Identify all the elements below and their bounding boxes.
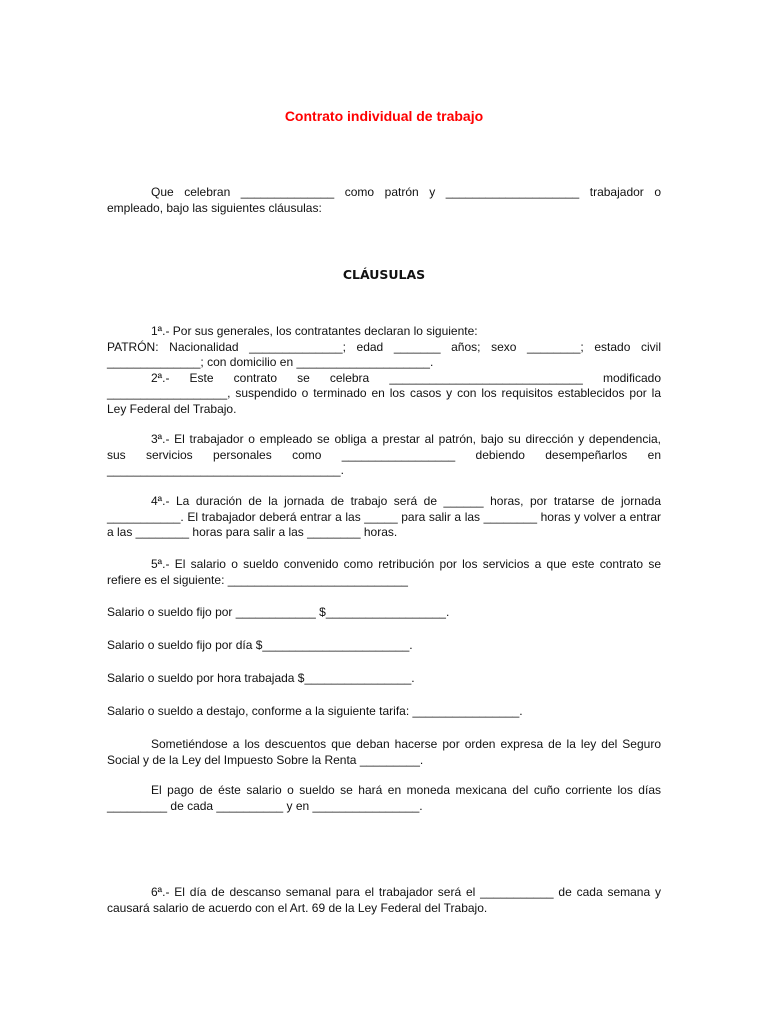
salary-piecework-line: Salario o sueldo a destajo, conforme a la siguiente tarifa: ________________.: [107, 704, 523, 718]
clause-2: 2ª.- Este contrato se celebra _____________________________ modificado __________________, suspendido o terminado en los casos y con los requisitos establecidos por la Ley Federal del Trabajo.: [107, 370, 661, 416]
clause-4: 4ª.- La duración de la jornada de trabajo será de ______ horas, por tratarse de jornada ___________. El trabajador deberá entrar a las _____ para salir a las ________ horas y volver a entrar a las ________ horas para salir a las ________ horas.: [107, 494, 661, 539]
clause-5: 5ª.- El salario o sueldo convenido como retribución por los servicios a que este contrato se refiere es el siguiente: ___________________________: [107, 557, 661, 587]
clause-3: 3ª.- El trabajador o empleado se obliga a prestar al patrón, bajo su dirección y dependencia, sus servicios personales como _________________ debiendo desempeñarlos en ___________________________________.: [107, 432, 661, 477]
payment-paragraph: El pago de éste salario o sueldo se hará en moneda mexicana del cuño corriente los días _________ de cada __________ y en ________________.: [107, 783, 661, 813]
clause-6: 6ª.- El día de descanso semanal para el trabajador será el ___________ de cada semana y causará salario de acuerdo con el Art. 69 de la Ley Federal del Trabajo.: [107, 885, 661, 915]
deductions-paragraph: Sometiéndose a los descuentos que deban hacerse por orden expresa de la ley del Seguro Social y de la Ley del Impuesto Sobre la Renta _________.: [107, 737, 661, 767]
salary-hourly-line: Salario o sueldo por hora trabajada $________________.: [107, 671, 415, 685]
document-title: Contrato individual de trabajo: [284, 108, 484, 124]
salary-daily-line: Salario o sueldo fijo por día $______________________.: [107, 638, 413, 652]
clause-1-intro: 1ª.- Por sus generales, los contratantes declaran lo siguiente:: [151, 324, 478, 338]
clause-1-patron: PATRÓN: Nacionalidad ______________; edad _______ años; sexo ________; estado civil ______________; con domicilio en ____________________.: [107, 339, 661, 369]
intro-paragraph: Que celebran ______________ como patrón y ____________________ trabajador o empleado, bajo las siguientes cláusulas:: [107, 185, 661, 215]
clauses-heading: CLÁUSULAS: [342, 267, 426, 282]
salary-fixed-line: Salario o sueldo fijo por ____________ $__________________.: [107, 605, 450, 619]
